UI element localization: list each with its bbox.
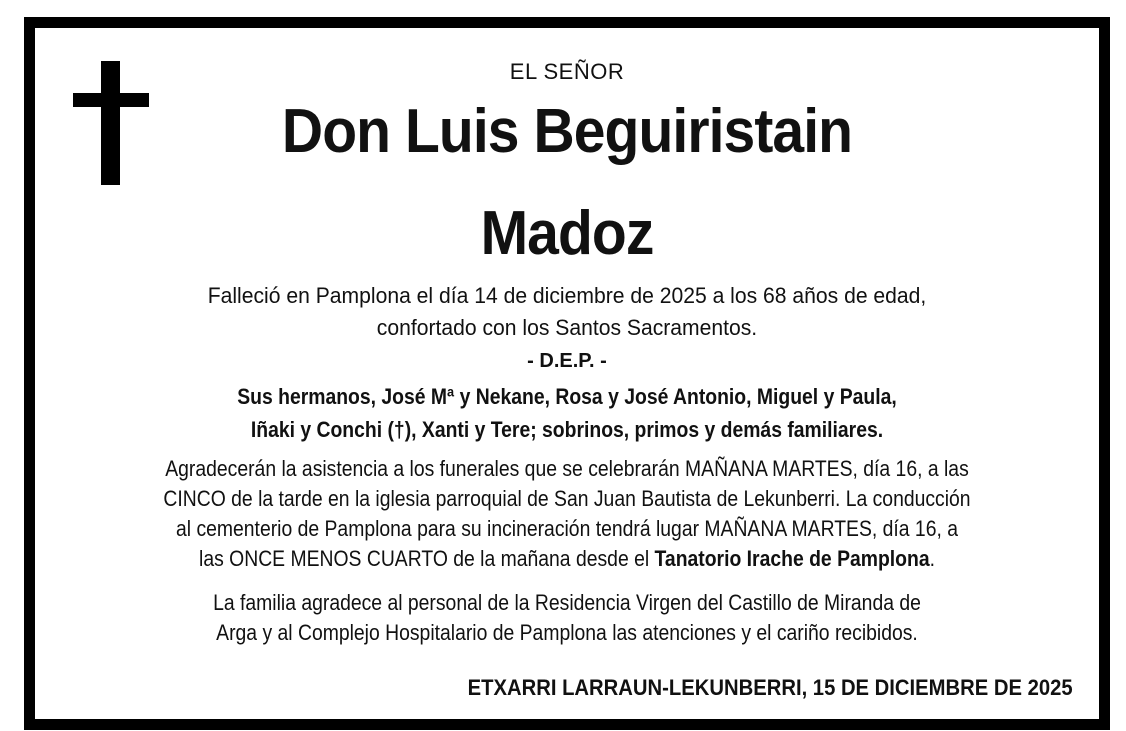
funeral-line3: al cementerio de Pamplona para su incineración tendrá lugar MAÑANA MARTES, día 16, a <box>176 516 958 541</box>
dep-line: - D.E.P. - <box>527 350 607 372</box>
thanks-line2: Arga y al Complejo Hospitalario de Pamplona las atenciones y el cariño recibidos. <box>216 620 918 645</box>
obituary-frame <box>24 17 1110 730</box>
funeral-home-name: Tanatorio Irache de Pamplona <box>654 546 930 571</box>
funeral-line2: CINCO de la tarde en la iglesia parroquial de San Juan Bautista de Lekunberri. La conducción <box>163 486 971 511</box>
family-line2: Iñaki y Conchi (†), Xanti y Tere; sobrinos, primos y demás familiares. <box>250 417 884 442</box>
death-details-line1: Falleció en Pamplona el día 14 de diciembre de 2025 a los 68 años de edad, <box>207 283 927 308</box>
funeral-line4-suffix: . <box>929 546 935 571</box>
family-line1: Sus hermanos, José Mª y Nekane, Rosa y José Antonio, Miguel y Paula, <box>237 384 897 409</box>
honorific: EL SEÑOR <box>509 59 625 84</box>
death-details-line2: confortado con los Santos Sacramentos. <box>376 315 758 340</box>
deceased-name-line1: Don Luis Beguiristain <box>281 97 853 166</box>
funeral-line1: Agradecerán la asistencia a los funerales que se celebrarán MAÑANA MARTES, día 16, a las <box>165 456 969 481</box>
funeral-line4 <box>99 546 1035 572</box>
place-date-signature: ETXARRI LARRAUN-LEKUNBERRI, 15 DE DICIEMBRE DE 2025 <box>467 675 1073 700</box>
funeral-line4-prefix: las ONCE MENOS CUARTO de la mañana desde el <box>199 546 655 571</box>
deceased-name-line2: Madoz <box>480 199 654 268</box>
thanks-line1: La familia agradece al personal de la Residencia Virgen del Castillo de Miranda de <box>213 590 921 615</box>
